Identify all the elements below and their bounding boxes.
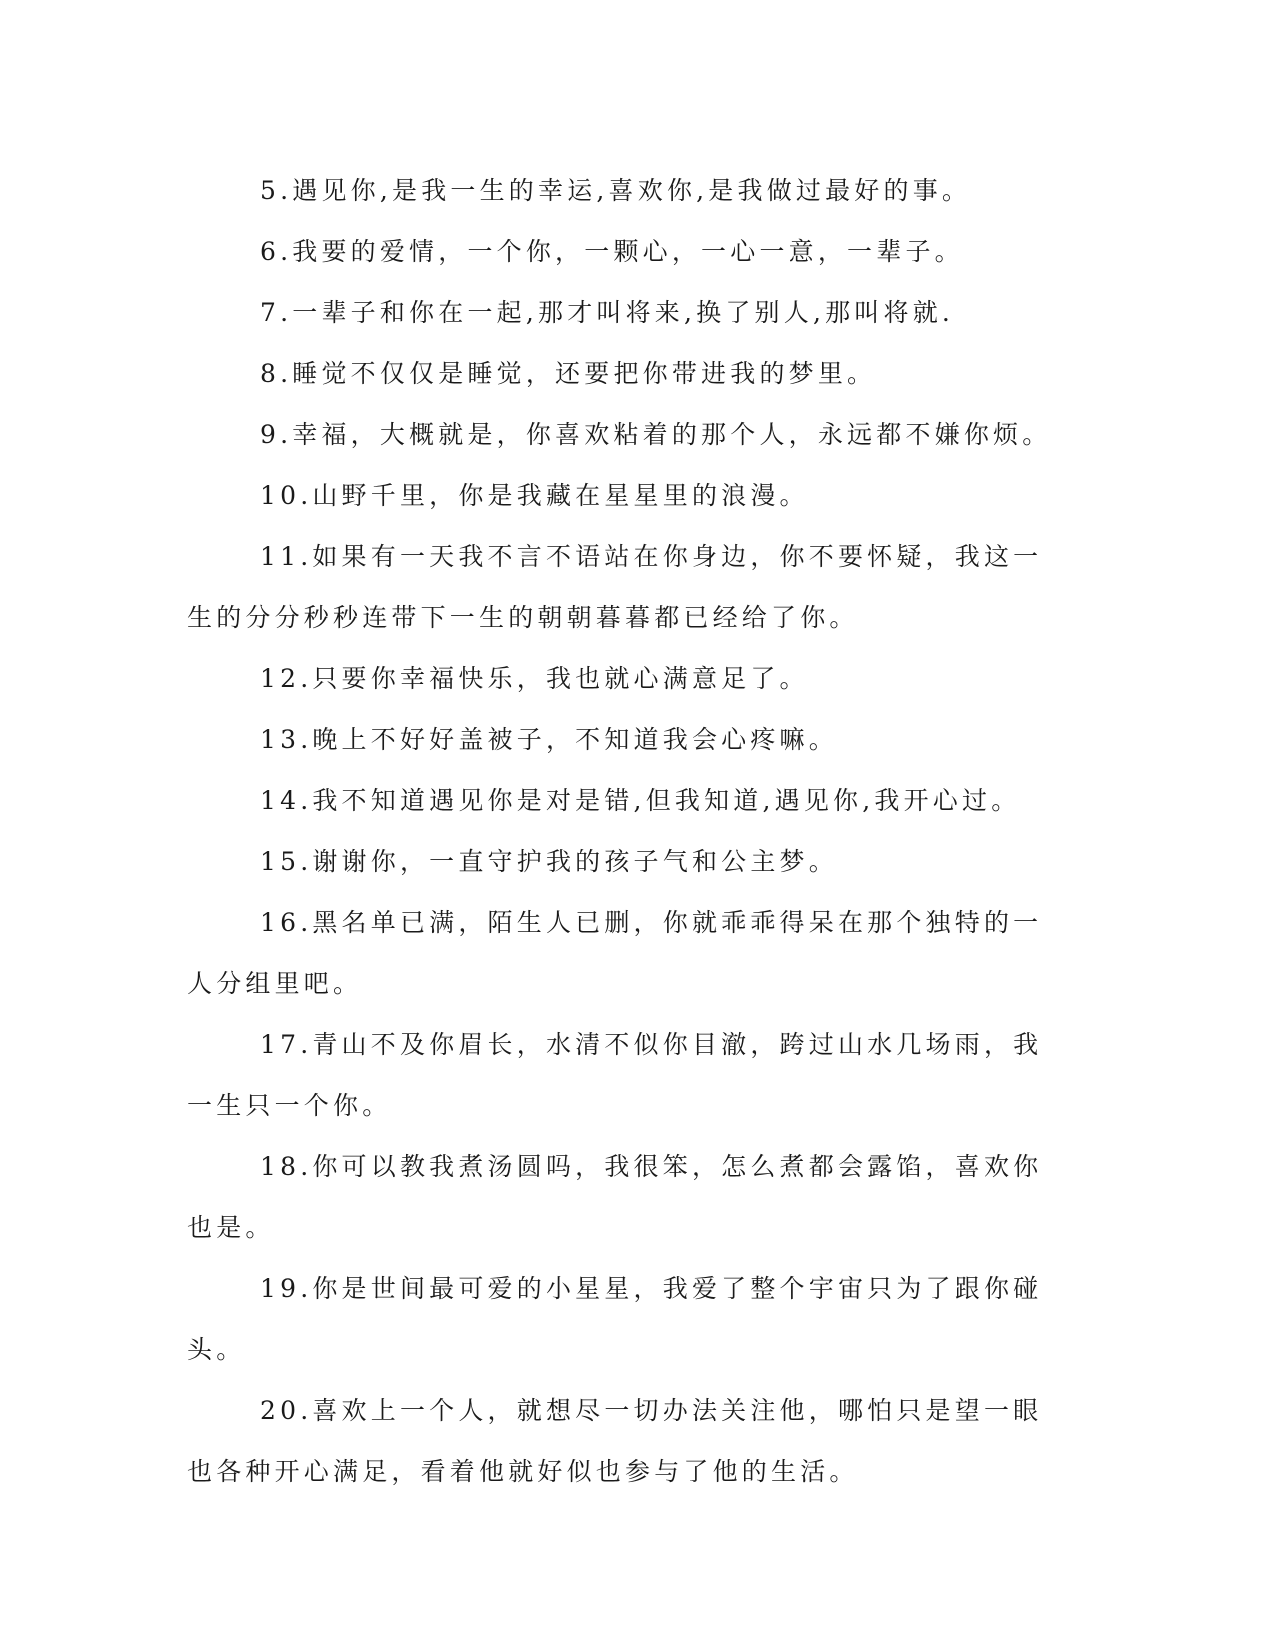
- paragraph-18: 18.你可以教我煮汤圆吗，我很笨，怎么煮都会露馅，喜欢你也是。: [187, 1152, 1043, 1242]
- paragraph-8: 8.睡觉不仅仅是睡觉，还要把你带进我的梦里。: [260, 359, 877, 388]
- paragraph-16: 16.黑名单已满，陌生人已删，你就乖乖得呆在那个独特的一人分组里吧。: [187, 908, 1043, 998]
- paragraph-5: 5.遇见你,是我一生的幸运,喜欢你,是我做过最好的事。: [260, 176, 972, 205]
- paragraph-7: 7.一辈子和你在一起,那才叫将来,换了别人,那叫将就.: [260, 298, 955, 327]
- paragraph-19: 19.你是世间最可爱的小星星，我爱了整个宇宙只为了跟你碰头。: [187, 1274, 1043, 1364]
- paragraph-13: 13.晚上不好好盖被子，不知道我会心疼嘛。: [260, 725, 838, 754]
- paragraph-10: 10.山野千里，你是我藏在星星里的浪漫。: [260, 481, 809, 510]
- paragraph-15: 15.谢谢你，一直守护我的孩子气和公主梦。: [260, 847, 838, 876]
- document-body: [187, 160, 1069, 1502]
- paragraph-9: 9.幸福，大概就是，你喜欢粘着的那个人，永远都不嫌你烦。: [260, 420, 1052, 449]
- paragraph-11: 11.如果有一天我不言不语站在你身边，你不要怀疑，我这一生的分分秒秒连带下一生的朝朝暮暮都已经给了你。: [187, 542, 1043, 632]
- paragraph-20: 20.喜欢上一个人，就想尽一切办法关注他，哪怕只是望一眼也各种开心满足，看着他就好似也参与了他的生活。: [187, 1396, 1043, 1486]
- paragraph-6: 6.我要的爱情，一个你，一颗心，一心一意，一辈子。: [260, 237, 964, 266]
- paragraph-17: 17.青山不及你眉长，水清不似你目澈，跨过山水几场雨，我一生只一个你。: [187, 1030, 1043, 1120]
- paragraph-14: 14.我不知道遇见你是对是错,但我知道,遇见你,我开心过。: [260, 786, 1021, 815]
- paragraph-12: 12.只要你幸福快乐，我也就心满意足了。: [260, 664, 809, 693]
